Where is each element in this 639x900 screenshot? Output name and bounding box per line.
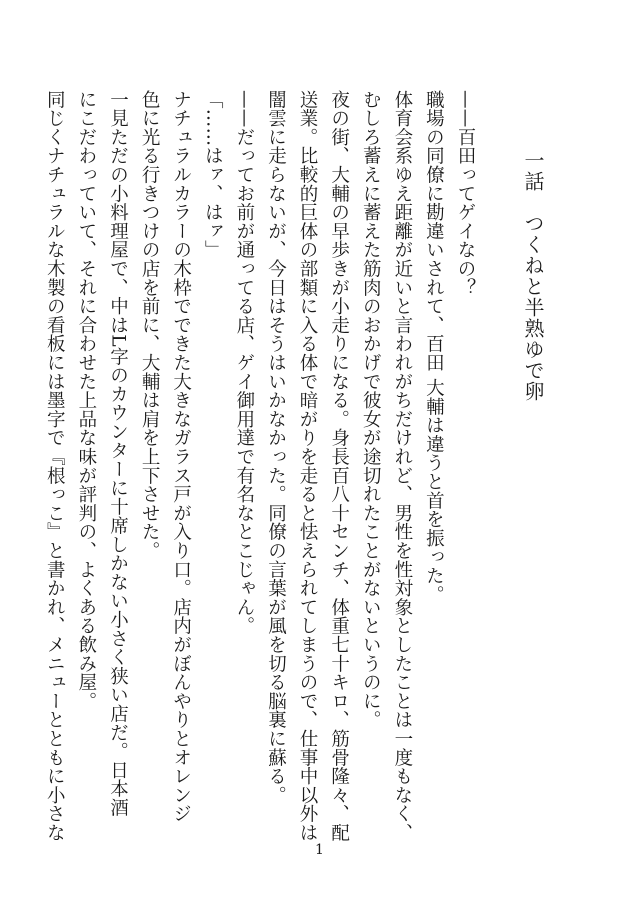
text-line: 闇雲に走らないが、今日はそうはいかなかった。同僚の言葉が風を切る脳裏に蘇る。	[265, 90, 287, 805]
text-line: にこだわっていて、それに合わせた上品な味が評判の、よくある飲み屋。	[75, 90, 97, 711]
text-line: 職場の同僚に勘違いされて、百田 大輔は違うと首を振った。	[423, 90, 445, 604]
text-line: 送業。比較的巨体の部類に入る体で暗がりを走ると怯えられてしまうので、仕事中以外は	[297, 90, 319, 842]
text-line: 一見ただの小料理屋で、中はL字のカウンターに十席しかない小さく狭い店だ。日本酒	[107, 90, 129, 817]
page-number: 1	[315, 842, 324, 858]
text-line: むしろ蓄えに蓄えた筋肉のおかげで彼女が途切れたことがないというのに。	[360, 90, 382, 730]
text-line: ——だってお前が通ってる店、ゲイ御用達で有名なとこじゃん。	[233, 90, 255, 636]
text-line: 同じくナチュラルな木製の看板には墨字で『根っこ』と書かれ、メニューとともに小さな	[44, 90, 66, 842]
chapter-title: 一話 つくねと半熟ゆで卵	[521, 150, 545, 402]
text-line: 「……はァ、はァ」	[202, 90, 224, 260]
text-line: ナチュラルカラーの木枠でできた大きなガラス戸が入り口。店内がぼんやりとオレンジ	[170, 90, 192, 824]
text-line: ——百田ってゲイなの？	[455, 90, 476, 297]
text-line: 色に光る行きつけの店を前に、大輔は肩を上下させた。	[139, 90, 161, 560]
text-line: 体育会系ゆえ距離が近いと言われがちだけれど、男性を性対象としたことは一度もなく、	[391, 90, 413, 842]
body-text	[39, 90, 481, 850]
text-line: 夜の街、大輔の早歩きが小走りになる。身長百八十センチ、体重七十キロ、筋骨隆々、配	[328, 90, 350, 842]
